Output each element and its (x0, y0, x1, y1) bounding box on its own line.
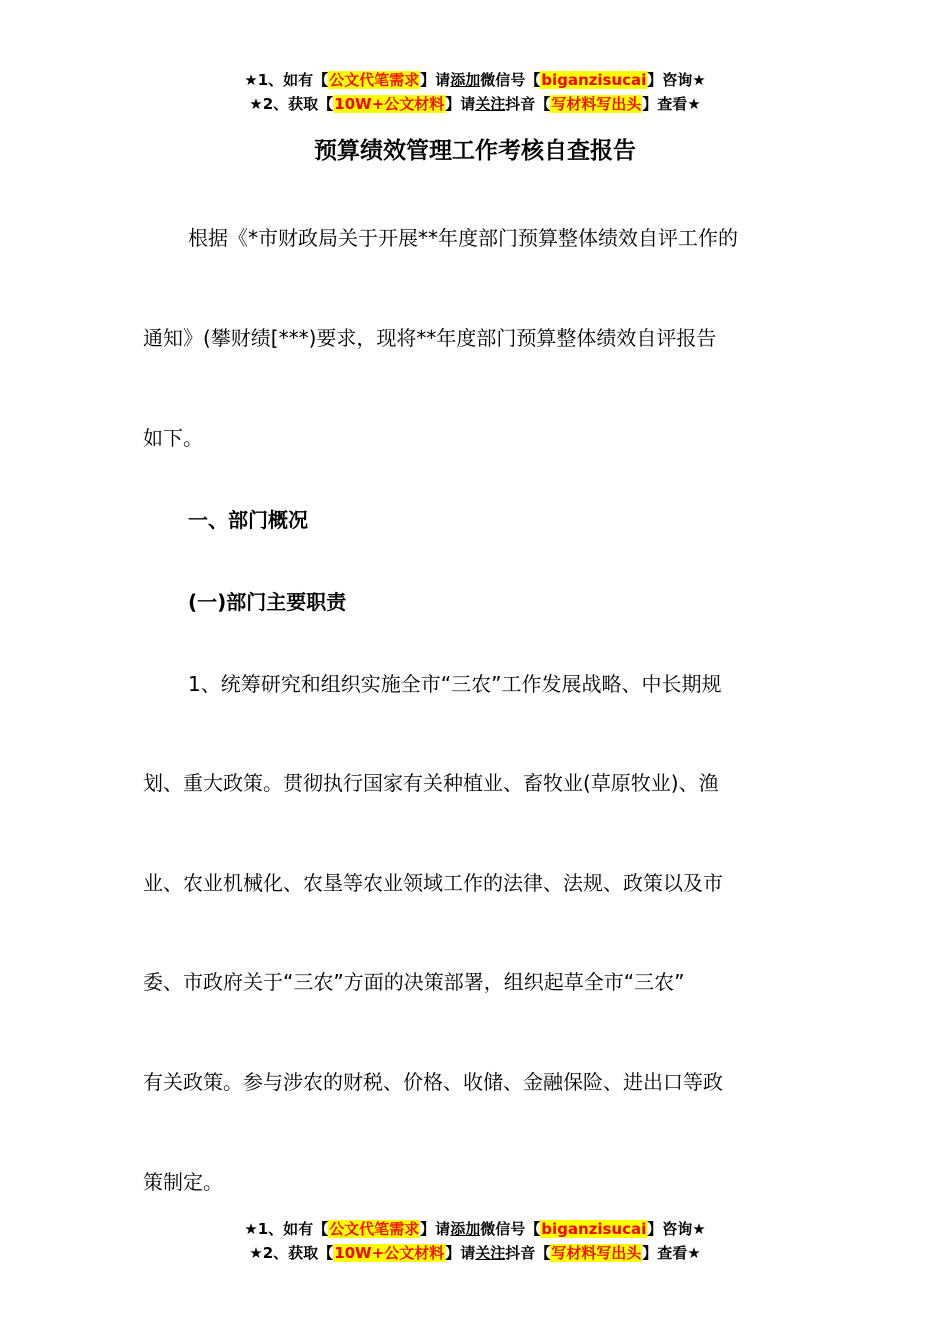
promo-text: 微信号【 (480, 1220, 541, 1238)
promo-highlight: 写材料写出头 (551, 1244, 642, 1262)
section-heading: 一、部门概况 (188, 508, 308, 532)
promo-highlight: biganzisucai (541, 71, 647, 89)
paragraph-line: 根据《*市财政局关于开展**年度部门预算整体绩效自评工作的 (188, 226, 738, 250)
paragraph-line: 1、统筹研究和组织实施全市“三农”工作发展战略、中长期规 (188, 672, 722, 696)
promo-text: 抖音【 (505, 95, 551, 113)
promo-text: 抖音【 (505, 1244, 551, 1262)
promo-highlight: 公文代笔需求 (329, 1220, 420, 1238)
paragraph-line: 委、市政府关于“三农”方面的决策部署，组织起草全市“三农” (143, 970, 685, 994)
promo-underlined: 关注 (475, 95, 506, 113)
paragraph-line: 通知》(攀财绩[***)要求，现将**年度部门预算整体绩效自评报告 (143, 326, 717, 350)
promo-line-2 (0, 1241, 950, 1265)
promo-text: 】请 (445, 1244, 476, 1262)
paragraph-line: 划、重大政策。贯彻执行国家有关种植业、畜牧业(草原牧业)、渔 (143, 771, 719, 795)
promo-text: ★2、获取【 (249, 95, 334, 113)
promo-text: 】咨询★ (647, 71, 706, 89)
promo-banner-top (0, 68, 950, 116)
promo-highlight: biganzisucai (541, 1220, 647, 1238)
paragraph-line: 如下。 (143, 426, 203, 450)
subsection-heading: (一)部门主要职责 (188, 590, 347, 614)
promo-text: 】请 (420, 1220, 451, 1238)
paragraph-line: 业、农业机械化、农垦等农业领域工作的法律、法规、政策以及市 (143, 871, 723, 895)
promo-line-1 (0, 68, 950, 92)
promo-line-2 (0, 92, 950, 116)
promo-underlined: 添加 (450, 71, 481, 89)
promo-highlight: 公文代笔需求 (329, 71, 420, 89)
promo-banner-bottom (0, 1217, 950, 1265)
promo-highlight: 写材料写出头 (551, 95, 642, 113)
promo-line-1 (0, 1217, 950, 1241)
document-title: 预算绩效管理工作考核自查报告 (314, 138, 636, 164)
promo-text: 】查看★ (642, 95, 701, 113)
promo-highlight: 10W+公文材料 (334, 1244, 445, 1262)
promo-text: ★2、获取【 (249, 1244, 334, 1262)
promo-text: 】咨询★ (647, 1220, 706, 1238)
promo-text: ★1、如有【 (244, 71, 329, 89)
promo-underlined: 关注 (475, 1244, 506, 1262)
promo-text: 】查看★ (642, 1244, 701, 1262)
paragraph-line: 有关政策。参与涉农的财税、价格、收储、金融保险、进出口等政 (143, 1070, 723, 1094)
promo-highlight: 10W+公文材料 (334, 95, 445, 113)
promo-underlined: 添加 (450, 1220, 481, 1238)
promo-text: 微信号【 (480, 71, 541, 89)
promo-text: 】请 (445, 95, 476, 113)
promo-text: ★1、如有【 (244, 1220, 329, 1238)
paragraph-line: 策制定。 (143, 1170, 223, 1194)
promo-text: 】请 (420, 71, 451, 89)
